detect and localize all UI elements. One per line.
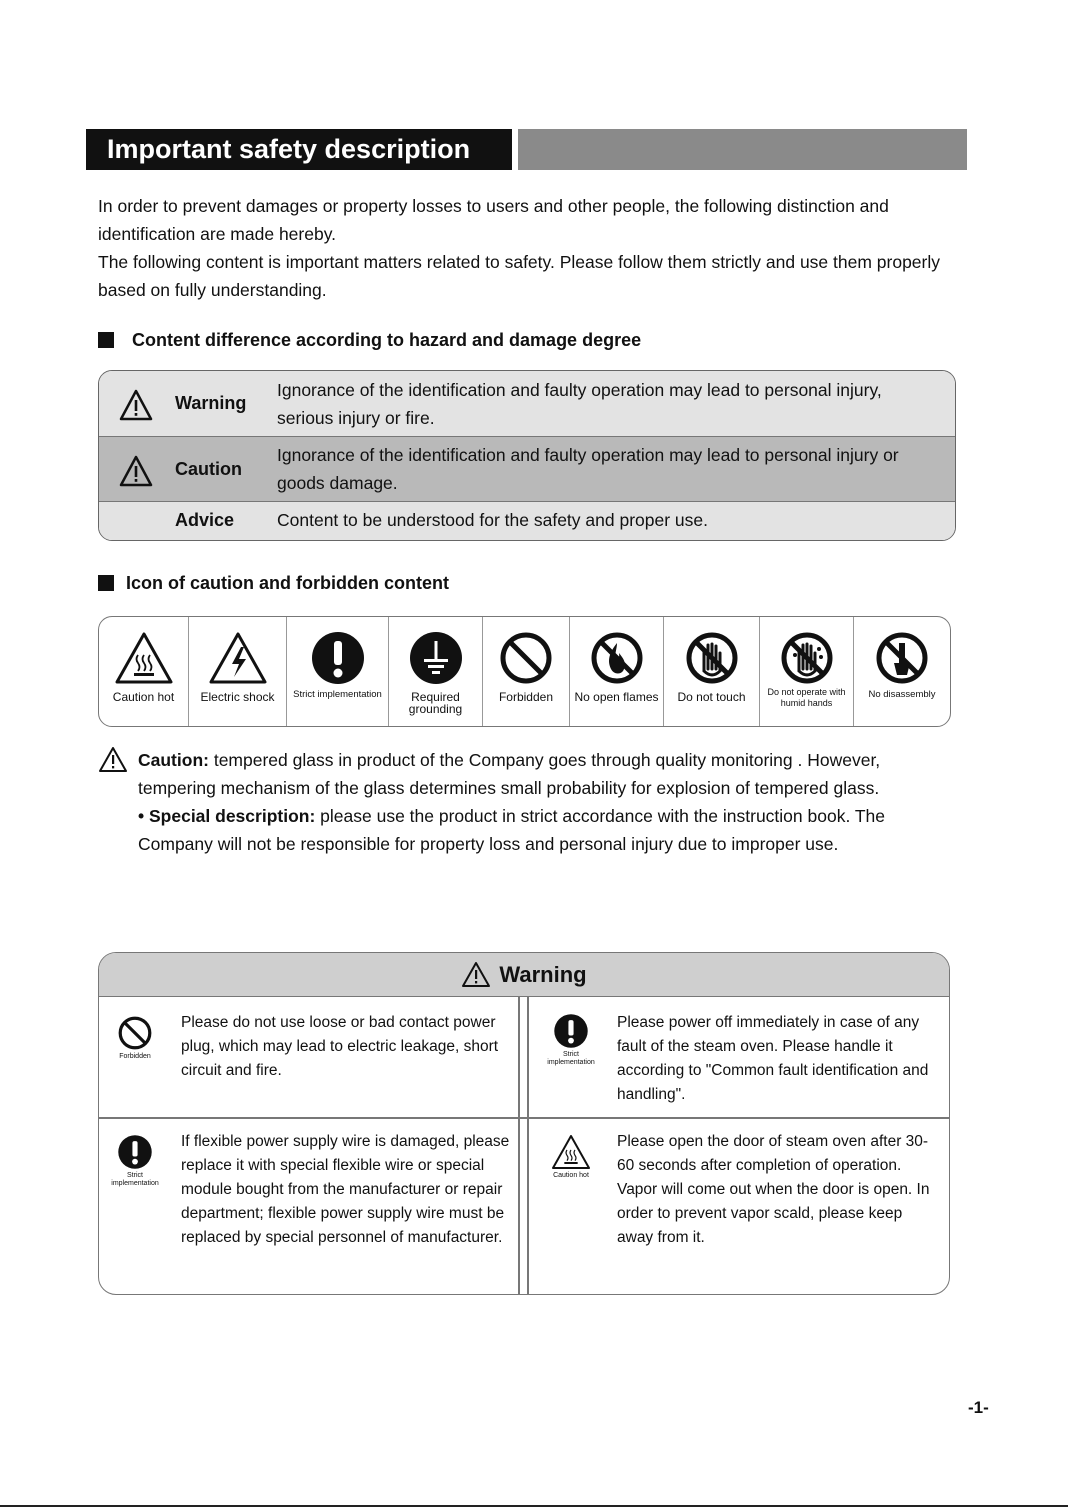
warning-item — [103, 1011, 513, 1111]
hazard-description: Ignorance of the identification and faulty operation may lead to personal injury, serious injury or fire. — [277, 380, 882, 428]
page-title: Important safety description — [86, 129, 512, 170]
warning-title: Warning — [499, 961, 587, 987]
warning-item-icon — [103, 1134, 167, 1188]
forbidden-icon — [498, 631, 554, 685]
legend-no-open-flames — [570, 617, 664, 726]
warning-icon-caption: Forbidden — [119, 1053, 151, 1060]
hazard-row-warning — [99, 371, 955, 437]
hazard-label: Warning — [175, 393, 247, 413]
warning-icon-caption: Caution hot — [553, 1172, 589, 1179]
warning-icon-caption: Strict implementation — [111, 1172, 159, 1187]
no-open-flames-icon — [589, 631, 645, 685]
warning-item-text: Please do not use loose or bad contact power plug, which may lead to electric leakage, short circuit and fire. — [181, 1014, 499, 1079]
column-divider — [527, 997, 529, 1294]
caution-triangle-icon — [119, 455, 153, 487]
strict-implementation-icon — [117, 1134, 153, 1170]
hazard-description: Ignorance of the identification and faulty operation may lead to personal injury or goods damage. — [277, 445, 899, 493]
icon-caption: Do not touch — [677, 690, 746, 704]
warning-icon-caption: Strict implementation — [547, 1051, 595, 1066]
hazard-label: Advice — [175, 510, 235, 530]
icon-caption: Electric shock — [200, 690, 275, 704]
hazard-row-caution — [99, 437, 955, 502]
icon-caption: No disassembly — [868, 689, 936, 700]
electric-shock-icon — [208, 631, 268, 685]
caution-triangle-icon — [98, 746, 128, 774]
warning-item — [103, 1130, 513, 1290]
legend-electric-shock — [189, 617, 287, 726]
legend-no-disassembly — [854, 617, 950, 726]
warning-header — [99, 953, 949, 997]
section-heading-text: Content difference according to hazard and damage degree — [132, 330, 642, 350]
icon-caption: Forbidden — [498, 690, 554, 704]
warning-triangle-icon — [461, 961, 491, 988]
intro-paragraph-1: In order to prevent damages or property losses to users and other people, the following distinction and identification are made hereby. — [98, 196, 889, 244]
strict-implementation-icon — [310, 631, 366, 685]
caution-hot-icon — [551, 1134, 591, 1170]
icon-caption: Caution hot — [112, 690, 175, 704]
no-disassembly-icon — [874, 631, 930, 685]
warning-item-text: If flexible power supply wire is damaged, please replace it with special flexible wire or special module bought from the manufacturer or repair department; flexible power supply wire must be replaced by special personnel of manufacturer. — [181, 1133, 510, 1246]
icon-caption: Do not operate with humid hands — [767, 687, 846, 708]
special-description-label: • Special description: — [138, 806, 316, 826]
section-heading-text: Icon of caution and forbidden content — [126, 573, 449, 593]
warning-item-text: Please power off immediately in case of any fault of the steam oven. Please handle it according to "Common fault identification and handling". — [617, 1014, 929, 1103]
do-not-touch-icon — [684, 631, 740, 685]
column-divider — [518, 997, 520, 1294]
caution-label: Caution: — [138, 750, 209, 770]
caution-hot-icon — [114, 631, 174, 685]
no-humid-hands-icon — [779, 631, 835, 685]
warning-item-text: Please open the door of steam oven after 30-60 seconds after completion of operation. Vapor will come out when the door is open. In order to prevent vapor scald, please keep away from it. — [617, 1133, 930, 1246]
icon-caption: No open flames — [574, 690, 659, 704]
intro-paragraph-2: The following content is important matters related to safety. Please follow them strictly and use them properly based on fully understanding. — [98, 252, 941, 300]
legend-strict-implementation — [287, 617, 389, 726]
icon-caption: Required grounding — [408, 690, 463, 716]
hazard-label: Caution — [175, 459, 242, 479]
warning-box — [98, 952, 950, 1295]
warning-item — [539, 1130, 947, 1290]
legend-required-grounding — [389, 617, 483, 726]
hazard-row-advice — [99, 502, 955, 541]
page-number: -1- — [968, 1398, 989, 1417]
title-bar-fill — [518, 129, 967, 170]
bullet-square-icon — [98, 575, 114, 591]
row-divider — [99, 1117, 949, 1119]
warning-item-icon — [103, 1015, 167, 1061]
icon-caption: Strict implementation — [293, 689, 382, 700]
section-heading-hazard — [98, 329, 641, 351]
required-grounding-icon — [408, 631, 464, 685]
warning-triangle-icon — [119, 389, 153, 421]
icon-legend-strip — [98, 616, 951, 727]
strict-implementation-icon — [553, 1013, 589, 1049]
bottom-rule — [0, 1505, 1068, 1507]
section-heading-icons — [98, 572, 449, 594]
caution-body: tempered glass in product of the Company goes through quality monitoring . However, tempering mechanism of the glass determines small probability for explosion of tempered glass. — [138, 750, 881, 798]
warning-item — [539, 1011, 947, 1111]
legend-do-not-touch — [664, 617, 760, 726]
hazard-description: Content to be understood for the safety and proper use. — [277, 510, 708, 530]
special-description-body: please use the product in strict accordance with the instruction book. The Company will not be responsible for property loss and personal injury due to improper use. — [138, 806, 886, 854]
bullet-square-icon — [98, 332, 114, 348]
forbidden-icon — [117, 1015, 153, 1051]
legend-caution-hot — [99, 617, 189, 726]
warning-item-icon — [539, 1013, 603, 1067]
hazard-table — [98, 370, 956, 541]
caution-note — [98, 746, 958, 858]
legend-forbidden — [483, 617, 570, 726]
caution-text — [138, 746, 958, 858]
legend-no-humid-hands — [760, 617, 854, 726]
warning-item-icon — [539, 1134, 603, 1180]
